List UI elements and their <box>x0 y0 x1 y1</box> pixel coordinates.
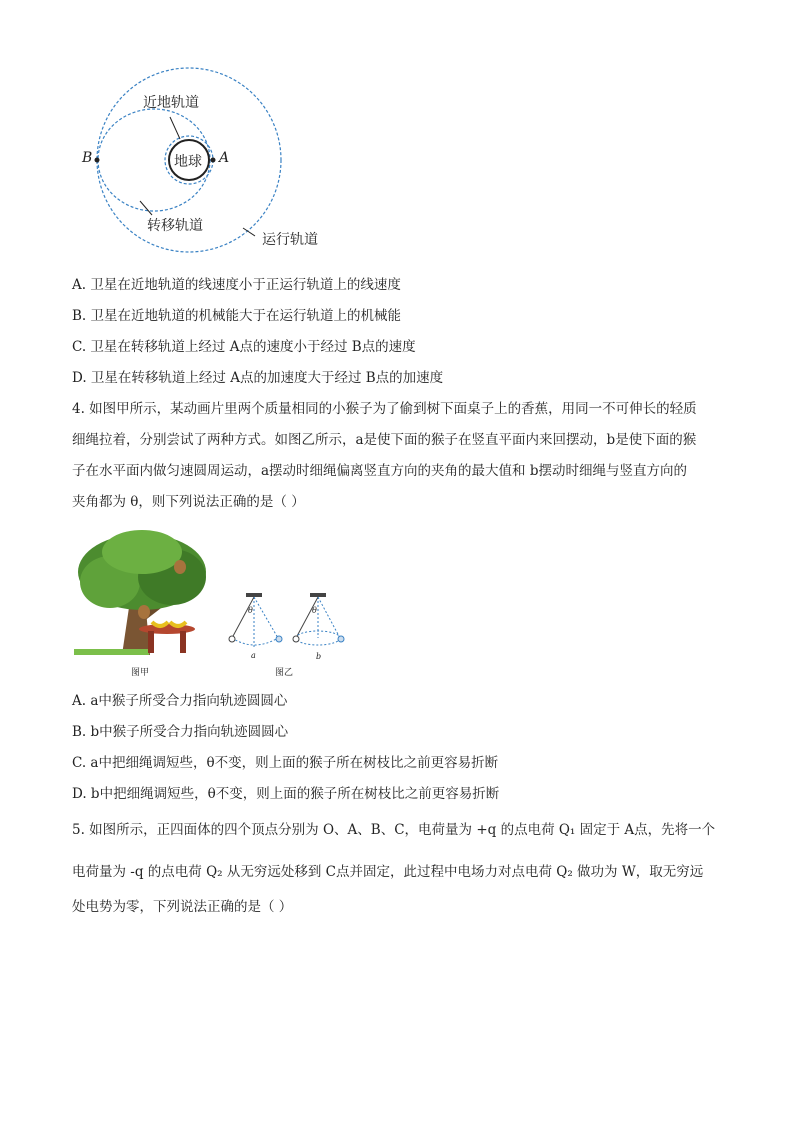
q4-line-2: 细绳拉着，分别尝试了两种方式。如图乙所示，a是使下面的猴子在竖直平面内来回摆动，b是使下面的猴 <box>72 432 697 448</box>
q4-option-a: A. a中猴子所受合力指向轨迹圆圆心 <box>72 693 288 709</box>
operating-orbit-pointer <box>243 228 255 236</box>
transfer-orbit-label: 转移轨道 <box>147 218 203 234</box>
point-a-dot <box>211 158 216 163</box>
q4-option-c: C. a中把细绳调短些，θ不变，则上面的猴子所在树枝比之前更容易折断 <box>72 755 499 771</box>
q3-option-a: A. 卫星在近地轨道的线速度小于正运行轨道上的线速度 <box>72 277 401 293</box>
near-orbit-label: 近地轨道 <box>143 95 199 111</box>
pendulum-diagram <box>222 590 362 660</box>
fig-yi-label: 图乙 <box>275 668 294 678</box>
q5-line-2: 电荷量为 -q 的点电荷 Q₂ 从无穷远处移到 C点并固定，此过程中电场力对点电荷 Q₂ 做功为 W，取无穷远 <box>72 864 704 880</box>
fig-jia-label: 图甲 <box>131 668 150 678</box>
theta-label-b: θ <box>312 606 317 615</box>
q5-line-1: 5. 如图所示，正四面体的四个顶点分别为 O、A、B、C，电荷量为 +q 的点电荷 Q₁ 固定于 A点，先将一个 <box>72 822 716 838</box>
point-a-label: A <box>219 150 230 166</box>
transfer-orbit-pointer <box>140 201 152 215</box>
pendulum-a-label: a <box>251 651 256 660</box>
q4-option-b: B. b中猴子所受合力指向轨迹圆圆心 <box>72 724 289 740</box>
q3-option-d: D. 卫星在转移轨道上经过 A点的加速度大于经过 B点的加速度 <box>72 370 444 386</box>
point-b-label: B <box>82 150 93 166</box>
tree-illustration <box>72 527 212 657</box>
q4-option-d: D. b中把细绳调短些，θ不变，则上面的猴子所在树枝比之前更容易折断 <box>72 786 500 802</box>
orbit-diagram <box>80 65 340 255</box>
near-orbit-pointer <box>170 117 180 139</box>
q5-line-3: 处电势为零，下列说法正确的是（ ） <box>72 899 293 915</box>
q4-line-3: 子在水平面内做匀速圆周运动，a摆动时细绳偏离竖直方向的夹角的最大值和 b摆动时细绳与竖直方向的 <box>72 463 687 479</box>
upper-monkey <box>174 560 186 574</box>
q4-line-4: 夹角都为 θ，则下列说法正确的是（ ） <box>72 494 305 510</box>
q4-line-1: 4. 如图甲所示，某动画片里两个质量相同的小猴子为了偷到树下面桌子上的香蕉，用同一不可伸长的轻质 <box>72 401 697 417</box>
q3-option-b: B. 卫星在近地轨道的机械能大于在运行轨道上的机械能 <box>72 308 402 324</box>
point-b-dot <box>95 158 100 163</box>
earth-label: 地球 <box>174 154 202 170</box>
theta-label-a: θ <box>248 606 253 615</box>
pendulum-b-label: b <box>316 652 322 661</box>
operating-orbit-label: 运行轨道 <box>262 232 318 248</box>
lower-monkey <box>138 605 150 619</box>
q3-option-c: C. 卫星在转移轨道上经过 A点的速度小于经过 B点的速度 <box>72 339 416 355</box>
